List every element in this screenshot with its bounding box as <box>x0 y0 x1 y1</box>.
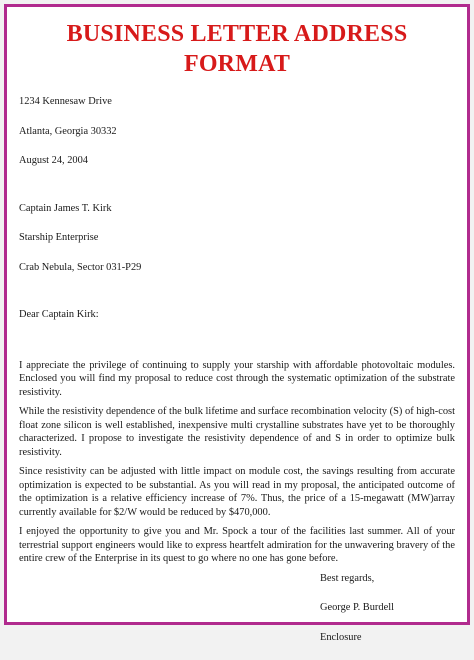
sender-street: 1234 Kennesaw Drive <box>19 96 112 107</box>
signature-name: George P. Burdell <box>320 602 394 613</box>
closing-phrase: Best regards, <box>320 572 375 584</box>
title-line-2: FORMAT <box>183 51 291 77</box>
document-title <box>7 19 467 79</box>
recipient-address <box>19 202 455 275</box>
closing-block <box>320 572 455 645</box>
letter-date: August 24, 2004 <box>19 155 88 166</box>
body-paragraph: Since resistivity can be adjusted with little impact on module cost, the savings resulting from accurate optimization is expected to be substantial. As you will read in my proposal, the anticipated outcome of the optimization is a relative efficiency increase of 7%. Thus, the price of a 15-megawatt (MW)array currently available for $2/W would be reduced by $470,000. <box>19 466 455 518</box>
letter-frame <box>4 4 470 643</box>
letter-body <box>19 95 455 660</box>
body-paragraph: I enjoyed the opportunity to give you and Mr. Spock a tour of the facilities last summer. All of your terrestrial support engineers would like to express heartfelt admiration for the unwavering bravery of the entire crew of the Enterprise in its quest to go where no one has gone before. <box>19 526 455 564</box>
title-line-1: BUSINESS LETTER ADDRESS <box>66 21 408 47</box>
letter-paragraphs <box>19 359 455 566</box>
recipient-name: Captain James T. Kirk <box>19 202 112 214</box>
body-paragraph: I appreciate the privilege of continuing to supply your starship with affordable photovoltaic modules. Enclosed you will find my proposal to reduce cost through the systematic optimization of the substrate resistivity. <box>19 359 455 398</box>
sender-city: Atlanta, Georgia 30332 <box>19 125 117 137</box>
sender-address <box>19 95 455 168</box>
enclosure-note: Enclosure <box>320 631 362 643</box>
body-paragraph: While the resistivity dependence of the bulk lifetime and surface recombination velocity (S) of high-cost float zone silicon is well established, inexpensive multi crystalline substrates have yet to be thoroughly characterized. I propose to investigate the resistivity dependence of and S in order to optimize bulk resistivity. <box>19 406 455 458</box>
recipient-location: Crab Nebula, Sector 031-P29 <box>19 261 142 273</box>
recipient-company: Starship Enterprise <box>19 232 99 243</box>
salutation: Dear Captain Kirk: <box>19 309 99 320</box>
